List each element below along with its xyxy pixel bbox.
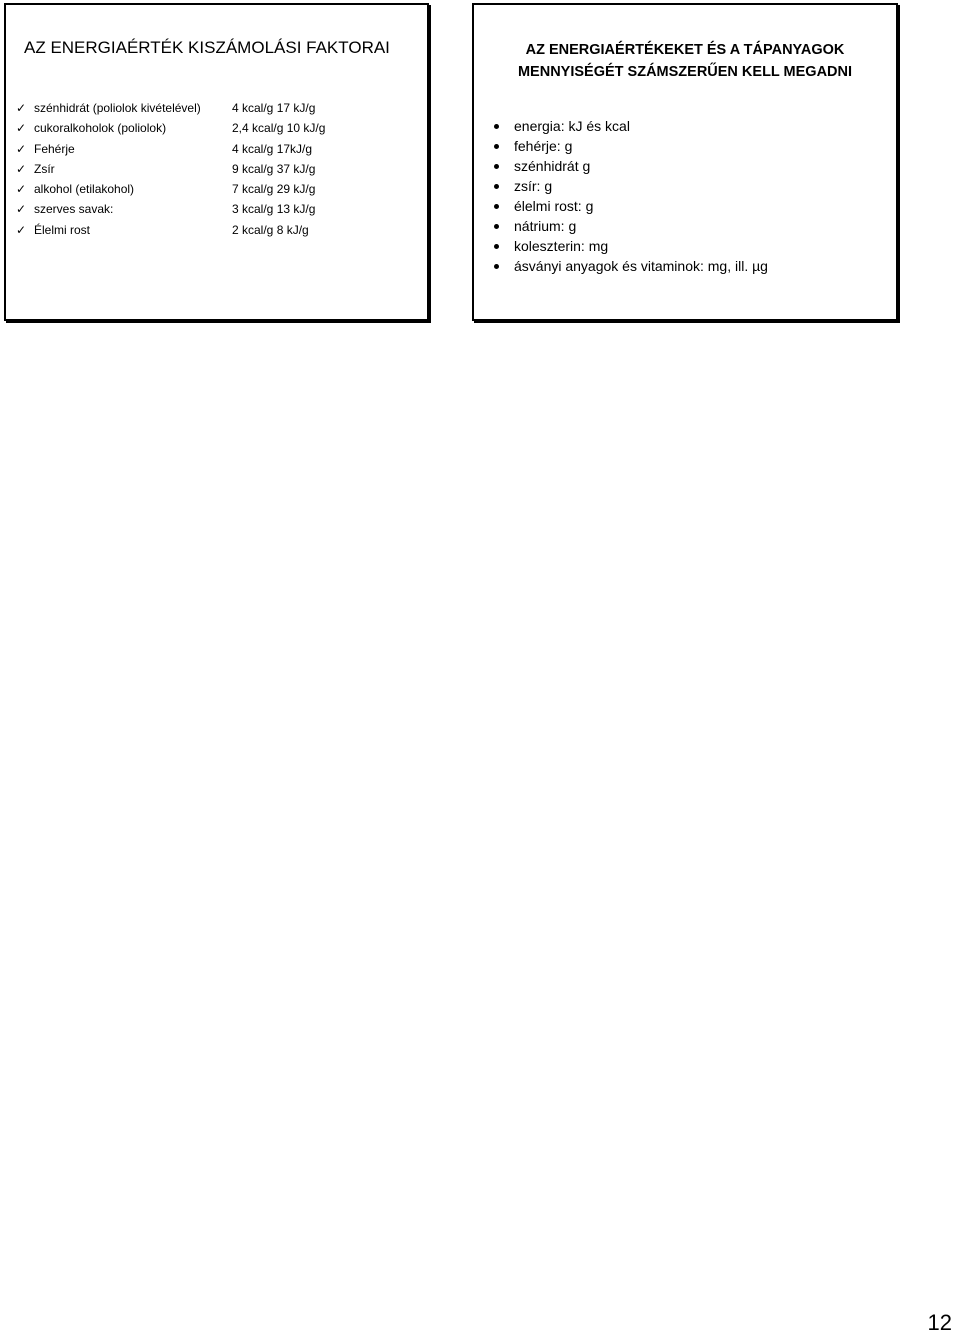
- slide-title-line: MENNYISÉGÉT SZÁMSZERŰEN KELL MEGADNI: [517, 64, 853, 80]
- bullet-icon: [494, 124, 499, 129]
- factor-name: Zsír: [34, 161, 55, 176]
- list-item: [490, 176, 768, 196]
- bullet-icon: [494, 244, 499, 249]
- checkmark-icon: ✓: [16, 121, 27, 136]
- factor-value: 2,4 kcal/g 10 kJ/g: [232, 121, 326, 136]
- factor-value: 4 kcal/g 17kJ/g: [232, 141, 313, 156]
- factor-value: 9 kcal/g 37 kJ/g: [232, 161, 316, 176]
- list-item: [490, 236, 768, 256]
- factor-value: 7 kcal/g 29 kJ/g: [232, 182, 316, 197]
- factor-name: Fehérje: [34, 141, 75, 156]
- bullet-icon: [494, 164, 499, 169]
- bullet-icon: [494, 184, 499, 189]
- slide-title-line: AZ ENERGIAÉRTÉKEKET ÉS A TÁPANYAGOK: [525, 42, 845, 58]
- bullet-icon: [494, 264, 499, 269]
- list-item-label: zsír: g: [514, 178, 553, 194]
- checkmark-icon: ✓: [16, 161, 27, 176]
- bullet-icon: [494, 144, 499, 149]
- factor-value: 4 kcal/g 17 kJ/g: [232, 101, 316, 115]
- list-item: [490, 116, 768, 136]
- list-item-label: koleszterin: mg: [514, 238, 609, 254]
- slide-nutrient-units: [472, 3, 898, 321]
- list-item-label: fehérje: g: [514, 138, 573, 154]
- checkmark-icon: ✓: [16, 202, 27, 217]
- list-item: [490, 256, 768, 276]
- list-item-label: energia: kJ és kcal: [514, 118, 630, 134]
- list-item-label: ásványi anyagok és vitaminok: mg, ill. µg: [514, 258, 768, 274]
- page-number: 12: [927, 1310, 952, 1335]
- checkmark-icon: ✓: [16, 141, 27, 156]
- checkmark-icon: ✓: [16, 182, 27, 197]
- list-item-label: szénhidrát g: [514, 158, 591, 174]
- bullet-icon: [494, 204, 499, 209]
- unit-list: [490, 116, 768, 276]
- list-item: [490, 136, 768, 156]
- checkmark-icon: ✓: [16, 101, 27, 115]
- factor-value: 3 kcal/g 13 kJ/g: [232, 202, 316, 217]
- checkmark-icon: ✓: [16, 222, 27, 237]
- slide-energy-factors: [4, 3, 429, 321]
- bullet-icon: [494, 224, 499, 229]
- slide-title: AZ ENERGIAÉRTÉK KISZÁMOLÁSI FAKTORAI: [24, 38, 390, 57]
- list-item: [490, 216, 768, 236]
- list-item: [490, 156, 768, 176]
- factor-value: 2 kcal/g 8 kJ/g: [232, 222, 309, 237]
- factor-name: cukoralkoholok (poliolok): [34, 121, 167, 136]
- factor-name: Élelmi rost: [34, 222, 91, 237]
- list-item: [490, 196, 768, 216]
- list-item-label: élelmi rost: g: [514, 198, 594, 214]
- factor-name: szerves savak:: [34, 202, 114, 217]
- factor-name: szénhidrát (poliolok kivételével): [34, 101, 201, 115]
- list-item-label: nátrium: g: [514, 218, 577, 234]
- factor-name: alkohol (etilakohol): [34, 182, 135, 197]
- slide-title: [474, 39, 896, 83]
